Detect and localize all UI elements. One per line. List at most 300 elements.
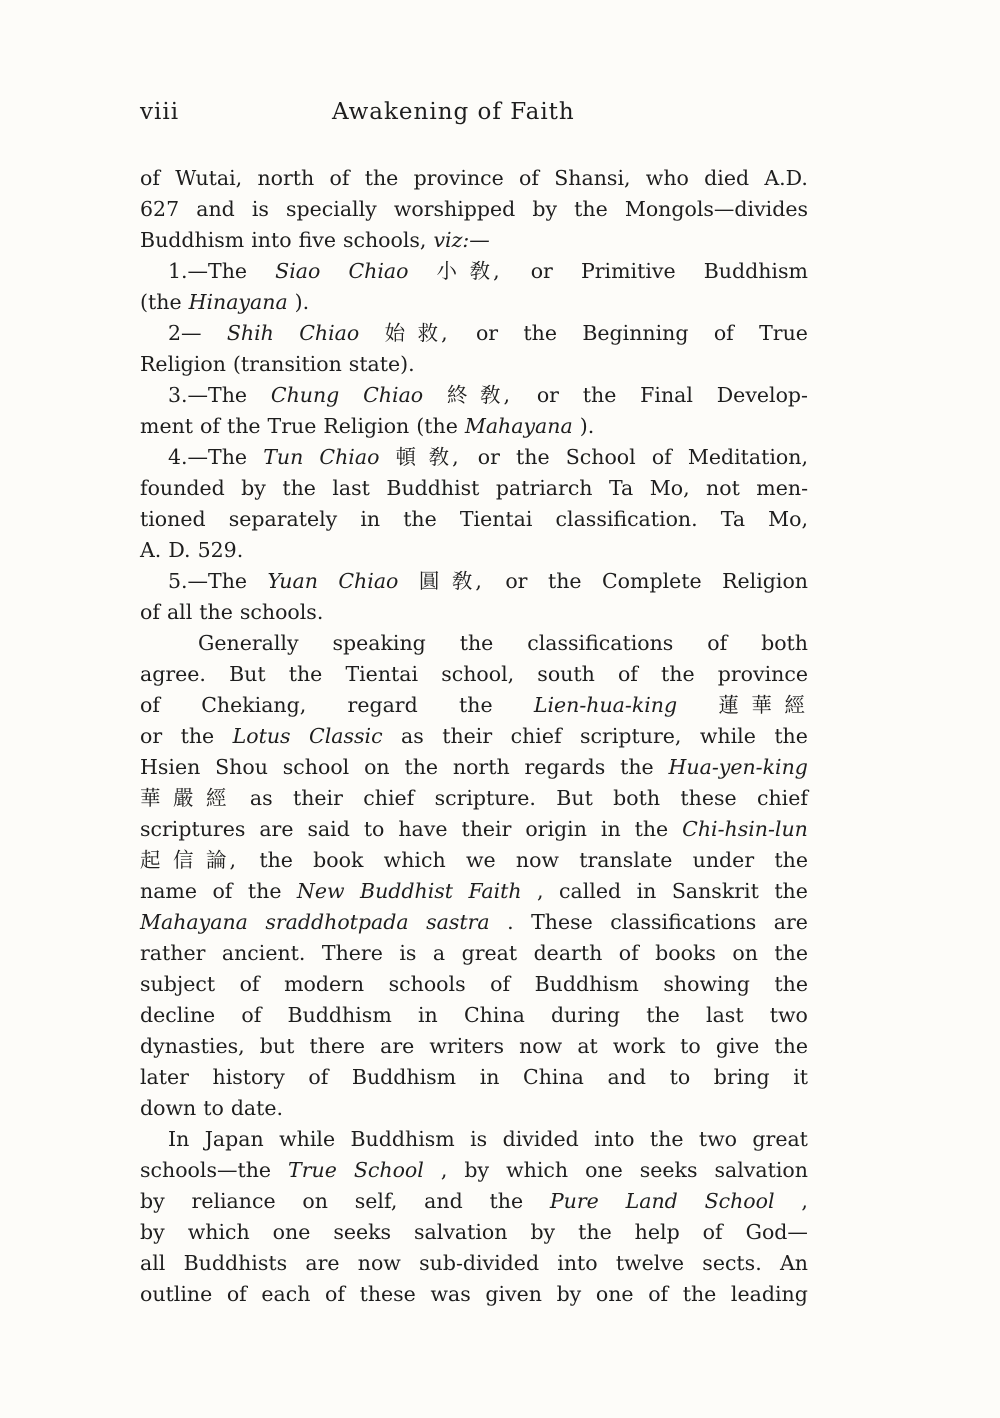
word: are <box>305 1251 340 1275</box>
italic-word: sraddhotpada <box>265 910 409 934</box>
word: regards <box>524 755 606 779</box>
word: school, <box>441 662 515 686</box>
word: and <box>196 197 235 221</box>
word: School <box>565 445 636 469</box>
italic-word: Siao <box>275 259 321 283</box>
word: schools—the <box>140 1158 272 1182</box>
text-line <box>140 442 808 473</box>
chinese-characters: 小 敎, <box>436 259 503 283</box>
word: now <box>519 1034 563 1058</box>
word: of <box>617 662 638 686</box>
word: which <box>187 1220 250 1244</box>
word: is <box>470 1127 488 1151</box>
word: of <box>329 166 350 190</box>
word: of <box>707 631 728 655</box>
word: north <box>257 166 315 190</box>
text-line <box>140 690 808 721</box>
word: province <box>413 166 504 190</box>
word: divided <box>502 1127 579 1151</box>
italic-word: Lien-hua-king <box>533 693 678 717</box>
word: given <box>485 1282 542 1306</box>
word: province <box>717 662 808 686</box>
word: classification. <box>555 507 698 531</box>
word: history <box>212 1065 285 1089</box>
word: , <box>801 1189 808 1213</box>
text-line <box>140 814 808 845</box>
word: Religion <box>140 352 226 376</box>
text-line <box>140 194 808 225</box>
word: , <box>440 1158 448 1182</box>
word: of <box>140 693 160 717</box>
word: it <box>793 1065 808 1089</box>
word: there <box>309 1034 365 1058</box>
word: last <box>332 476 370 500</box>
text-line <box>140 938 808 969</box>
word: these <box>680 786 737 810</box>
word: school <box>282 755 350 779</box>
word: of <box>651 445 672 469</box>
word: or <box>536 383 559 407</box>
word: book <box>313 848 364 872</box>
word: down <box>140 1096 197 1120</box>
word: agree. <box>140 662 206 686</box>
word: sects. <box>702 1251 762 1275</box>
text-line <box>140 380 808 411</box>
word: Buddhism <box>351 1065 457 1089</box>
text-line <box>140 845 808 876</box>
word: to <box>680 1034 701 1058</box>
word: later <box>140 1065 189 1089</box>
word: , <box>537 879 544 903</box>
word: to <box>669 1065 691 1089</box>
word: showing <box>663 972 750 996</box>
text-line <box>140 535 808 566</box>
word: of <box>239 972 260 996</box>
word: Develop- <box>716 383 808 407</box>
word: we <box>465 848 496 872</box>
word: or <box>530 259 553 283</box>
word: one <box>585 1158 623 1182</box>
word: by <box>140 1220 165 1244</box>
chinese-characters: 終 敎, <box>446 383 513 407</box>
word: regard <box>347 693 418 717</box>
word: rather <box>140 941 206 965</box>
text-line <box>140 1093 808 1124</box>
italic-word: Chiao <box>299 321 360 345</box>
word: on <box>302 1189 328 1213</box>
word: south <box>537 662 595 686</box>
word: date. <box>230 1096 284 1120</box>
word: by <box>464 1158 490 1182</box>
word: These <box>531 910 593 934</box>
word: work <box>612 1034 666 1058</box>
word: patriarch <box>495 476 593 500</box>
word: help <box>634 1220 680 1244</box>
word: Mo, <box>649 476 690 500</box>
word: D. <box>168 538 191 562</box>
text-line <box>140 969 808 1000</box>
word: classifications <box>527 631 674 655</box>
word: Buddhism <box>287 1003 392 1027</box>
word: Shou <box>215 755 268 779</box>
word: Buddhism <box>140 228 245 252</box>
word: An <box>779 1251 808 1275</box>
running-title: Awakening of Faith <box>332 99 575 125</box>
word: 5.—The <box>168 569 248 593</box>
word: to <box>363 817 385 841</box>
word: the <box>404 755 439 779</box>
word: tioned <box>140 507 206 531</box>
word: or <box>140 724 163 748</box>
word: these <box>359 1282 416 1306</box>
word: by <box>530 1220 556 1244</box>
word: their <box>442 724 493 748</box>
word: on <box>364 755 390 779</box>
word: great <box>752 1127 808 1151</box>
text-line <box>140 349 808 380</box>
word: while <box>279 1127 336 1151</box>
italic-word: Chiao <box>319 445 380 469</box>
word: outline <box>140 1282 213 1306</box>
chinese-characters: 始 救, <box>384 321 451 345</box>
word: the <box>620 755 654 779</box>
word: China <box>463 1003 525 1027</box>
word: the <box>649 1127 684 1151</box>
word: scriptures <box>140 817 246 841</box>
word: There <box>321 941 383 965</box>
word: the <box>516 445 550 469</box>
word: Ta <box>720 507 746 531</box>
word: Mongols—divides <box>624 197 808 221</box>
italic-word: Chung <box>270 383 340 407</box>
italic-word: School <box>353 1158 424 1182</box>
word: Buddhists <box>183 1251 288 1275</box>
word: Primitive <box>580 259 676 283</box>
word: of <box>200 414 220 438</box>
word: one <box>595 1282 634 1306</box>
text-line <box>140 659 808 690</box>
word: one <box>272 1220 311 1244</box>
word: . <box>507 910 514 934</box>
word: dearth <box>533 941 603 965</box>
word: all <box>166 600 193 624</box>
word: chief <box>510 724 562 748</box>
word: name <box>140 879 197 903</box>
word: great <box>461 941 518 965</box>
word: ). <box>294 290 310 314</box>
word: bring <box>713 1065 770 1089</box>
word: in <box>636 879 657 903</box>
word: 3.—The <box>168 383 248 407</box>
word: the <box>582 383 617 407</box>
word: which <box>383 848 446 872</box>
word: 1.—The <box>168 259 248 283</box>
word: Beginning <box>582 321 689 345</box>
word: (the <box>140 290 182 314</box>
word: Chekiang, <box>201 693 307 717</box>
word: are <box>773 910 808 934</box>
word: the <box>547 569 582 593</box>
word: their <box>461 817 512 841</box>
word: translate <box>579 848 673 872</box>
word: is <box>399 941 417 965</box>
word: Sanskrit <box>671 879 759 903</box>
word: on <box>732 941 758 965</box>
word: at <box>577 1034 598 1058</box>
word: are <box>259 817 294 841</box>
word: classifications <box>610 910 757 934</box>
word: chief <box>363 786 415 810</box>
word: north <box>452 755 510 779</box>
word: salvation <box>414 1220 508 1244</box>
word: men- <box>756 476 808 500</box>
text-line <box>140 504 808 535</box>
body-text <box>140 163 808 1310</box>
word: twelve <box>615 1251 685 1275</box>
word: founded <box>140 476 225 500</box>
word: Final <box>640 383 693 407</box>
word: A.D. <box>764 166 808 190</box>
word: the <box>226 414 261 438</box>
word: of <box>519 166 539 190</box>
word: Hsien <box>140 755 201 779</box>
word: In <box>168 1127 190 1151</box>
text-line <box>140 1031 808 1062</box>
word: the <box>774 1034 808 1058</box>
word: last <box>706 1003 744 1027</box>
word: reliance <box>191 1189 276 1213</box>
text-line <box>140 1155 808 1186</box>
word: the <box>523 321 557 345</box>
italic-word: Chiao <box>348 259 409 283</box>
word: seeks <box>639 1158 698 1182</box>
italic-word: Hua-yen-king <box>668 755 808 779</box>
word: the <box>774 941 808 965</box>
text-line <box>140 163 808 194</box>
italic-word: Buddhist <box>360 879 454 903</box>
text-line <box>140 752 808 783</box>
word: But <box>556 786 593 810</box>
text-line <box>140 566 808 597</box>
text-line <box>140 907 808 938</box>
word: now <box>515 848 559 872</box>
word: and <box>607 1065 647 1089</box>
word: of <box>140 600 160 624</box>
word: or <box>475 321 499 345</box>
word: Ta <box>608 476 634 500</box>
word: of <box>241 1003 262 1027</box>
word: Tientai <box>345 662 419 686</box>
word: the <box>180 724 215 748</box>
word: the <box>288 662 323 686</box>
word: True <box>759 321 808 345</box>
italic-word: Hinayana <box>188 290 288 314</box>
word: the <box>634 817 669 841</box>
word: each <box>261 1282 311 1306</box>
word: of <box>308 1065 329 1089</box>
italic-word: Mahayana <box>464 414 573 438</box>
text-line <box>140 597 808 628</box>
word: schools. <box>239 600 324 624</box>
word: as <box>401 724 424 748</box>
word: 529. <box>197 538 244 562</box>
word: 4.—The <box>168 445 248 469</box>
text-line <box>140 1217 808 1248</box>
word: of <box>212 879 233 903</box>
word: the <box>459 693 493 717</box>
word: give <box>715 1034 760 1058</box>
word: But <box>229 662 266 686</box>
text-line <box>140 783 808 814</box>
word: of <box>648 1282 669 1306</box>
word: the <box>247 879 282 903</box>
word: of <box>325 1282 345 1306</box>
word: or <box>505 569 528 593</box>
word: Buddhist <box>386 476 480 500</box>
word: A. <box>140 538 162 562</box>
word: not <box>706 476 740 500</box>
word: scripture. <box>434 786 536 810</box>
text-line <box>140 1186 808 1217</box>
word: sub-divided <box>419 1251 540 1275</box>
word: into <box>594 1127 635 1151</box>
word: the <box>774 879 808 903</box>
chinese-characters: 華 嚴 經 <box>140 786 230 810</box>
word: said <box>307 817 350 841</box>
word: leading <box>730 1282 808 1306</box>
word: Buddhism <box>350 1127 455 1151</box>
word: in <box>360 507 381 531</box>
word: of <box>490 972 511 996</box>
word: the <box>459 631 494 655</box>
chinese-characters: 圓 敎, <box>418 569 485 593</box>
text-line <box>140 1000 808 1031</box>
word: two <box>698 1127 738 1151</box>
italic-word: Faith <box>468 879 522 903</box>
word: in <box>600 817 621 841</box>
word: the <box>364 166 399 190</box>
word: as <box>249 786 273 810</box>
word: the <box>774 724 808 748</box>
italic-word: Tun <box>263 445 304 469</box>
italic-word: True <box>288 1158 337 1182</box>
word: of <box>702 1220 723 1244</box>
word: the <box>282 476 316 500</box>
word: the <box>403 507 437 531</box>
word: ment <box>140 414 194 438</box>
word: a <box>432 941 446 965</box>
word: Buddhism <box>534 972 639 996</box>
word: Religion <box>722 569 808 593</box>
italic-word: New <box>296 879 345 903</box>
italic-word: Chi-hsin-lun <box>682 817 808 841</box>
word: Complete <box>601 569 702 593</box>
italic-word: Yuan <box>267 569 318 593</box>
word: their <box>292 786 343 810</box>
word: 2— <box>168 321 202 345</box>
word: schools, <box>342 228 427 252</box>
chinese-characters: 蓮 華 經 <box>718 693 808 717</box>
word: subject <box>140 972 216 996</box>
word: the <box>199 600 233 624</box>
word: died <box>704 166 750 190</box>
word: (the <box>416 414 458 438</box>
word: by <box>241 476 266 500</box>
word: of <box>140 166 160 190</box>
word: have <box>398 817 448 841</box>
word: Mo, <box>768 507 808 531</box>
word: (transition <box>232 352 342 376</box>
word: the <box>578 1220 612 1244</box>
italic-word: School <box>704 1189 775 1213</box>
text-line <box>140 628 808 659</box>
word: scripture, <box>580 724 682 748</box>
word: writers <box>429 1034 504 1058</box>
word: is <box>251 197 269 221</box>
chinese-characters: 頓 敎, <box>395 445 462 469</box>
word: into <box>557 1251 598 1275</box>
italic-word: Shih <box>226 321 274 345</box>
word: separately <box>228 507 338 531</box>
word: ). <box>579 414 595 438</box>
word: Buddhism <box>703 259 808 283</box>
word: God— <box>745 1220 808 1244</box>
text-line <box>140 1062 808 1093</box>
italic-word: Lotus <box>232 724 291 748</box>
word: are <box>380 1034 415 1058</box>
word: in <box>417 1003 438 1027</box>
word: into <box>251 228 292 252</box>
word: both <box>613 786 661 810</box>
text-line <box>140 876 808 907</box>
word: both <box>761 631 808 655</box>
word: who <box>645 166 689 190</box>
word: speaking <box>332 631 426 655</box>
text-line <box>140 1124 808 1155</box>
word: Generally <box>198 631 299 655</box>
word: or <box>477 445 500 469</box>
word: by <box>140 1189 165 1213</box>
italic-word: Pure <box>549 1189 599 1213</box>
word: the <box>646 1003 680 1027</box>
word: chief <box>756 786 808 810</box>
word: origin <box>525 817 587 841</box>
word: by <box>532 197 558 221</box>
italic-word: sastra <box>426 910 490 934</box>
word: five <box>298 228 336 252</box>
italic-word: viz:— <box>433 228 490 252</box>
word: was <box>430 1282 471 1306</box>
word: of <box>713 321 734 345</box>
text-line <box>140 318 808 349</box>
text-line <box>140 473 808 504</box>
word: and <box>424 1189 463 1213</box>
word: dynasties, <box>140 1034 245 1058</box>
word: by <box>556 1282 582 1306</box>
word: of <box>618 941 639 965</box>
word: decline <box>140 1003 216 1027</box>
word: Japan <box>204 1127 264 1151</box>
word: 627 <box>140 197 180 221</box>
word: of <box>226 1282 247 1306</box>
word: modern <box>284 972 365 996</box>
text-line <box>140 721 808 752</box>
word: self, <box>354 1189 398 1213</box>
text-line <box>140 411 808 442</box>
word: while <box>699 724 756 748</box>
word: the <box>259 848 293 872</box>
word: Religion <box>323 414 410 438</box>
